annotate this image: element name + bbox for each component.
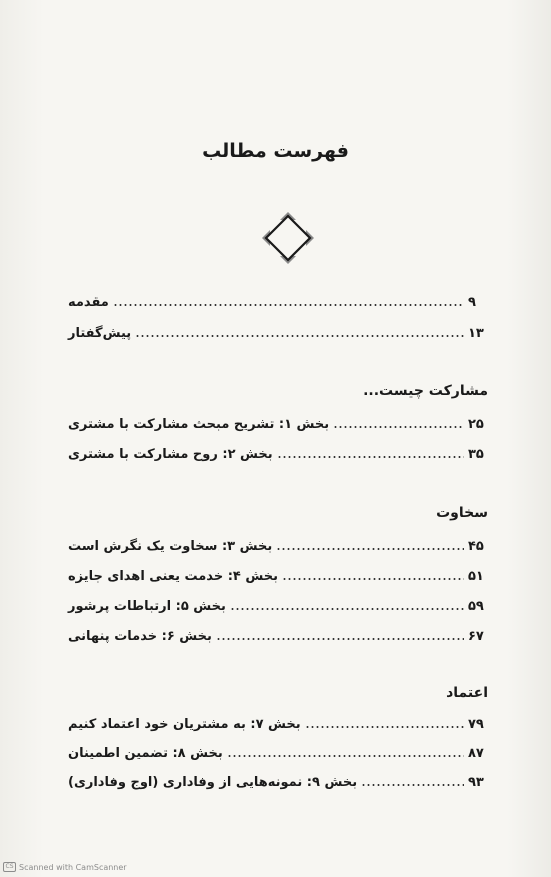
section-heading: سخاوت xyxy=(436,505,488,521)
toc-entry xyxy=(62,443,488,465)
scanner-watermark xyxy=(3,862,127,872)
leader-dots xyxy=(282,578,464,580)
toc-entry xyxy=(62,565,488,587)
toc-entry-label: بخش ۹: نمونه‌هایی از وفاداری (اوج وفاداری) xyxy=(68,774,358,790)
toc-entry xyxy=(62,535,488,557)
toc-entry-label: پیش‌گفتار xyxy=(68,325,132,341)
toc-entry-page: ۵۱ xyxy=(468,568,484,584)
toc-entry-label: بخش ۶: خدمات پنهانی xyxy=(68,628,212,644)
watermark-text: Scanned with CamScanner xyxy=(19,862,127,872)
toc-entry xyxy=(62,322,488,344)
section-heading: اعتماد xyxy=(446,685,488,701)
toc-entry-page: ۹ xyxy=(468,294,476,310)
toc-entry-label: بخش ۳: سخاوت یک نگرش است xyxy=(68,538,273,554)
leader-dots xyxy=(277,456,464,458)
camscanner-logo: CS xyxy=(3,862,16,872)
toc-entry xyxy=(62,771,488,793)
toc-entry-page: ۵۹ xyxy=(468,598,484,614)
diamond-ornament-icon xyxy=(260,210,316,266)
page-title: فهرست مطالب xyxy=(202,140,349,162)
toc-entry-page: ۴۵ xyxy=(468,538,484,554)
toc-entry-page: ۳۵ xyxy=(468,446,484,462)
leader-dots xyxy=(333,426,464,428)
toc-entry-label: بخش ۱: تشریح مبحث مشارکت با مشتری xyxy=(68,416,330,432)
leader-dots xyxy=(135,335,464,337)
toc-entry-page: ۷۹ xyxy=(468,716,484,732)
leader-dots xyxy=(227,755,464,757)
toc-entry-page: ۶۷ xyxy=(468,628,484,644)
toc-entry-label: بخش ۴: خدمت یعنی اهدای جایزه xyxy=(68,568,279,584)
leader-dots xyxy=(361,784,464,786)
toc-entry-page: ۹۳ xyxy=(468,774,484,790)
toc-entry xyxy=(62,625,488,647)
leader-dots xyxy=(276,548,464,550)
toc-entry xyxy=(62,291,488,313)
toc-entry xyxy=(62,713,488,735)
toc-entry xyxy=(62,413,488,435)
toc-entry-page: ۱۳ xyxy=(468,325,484,341)
toc-entry xyxy=(62,742,488,764)
toc-entry-label: بخش ۲: روح مشارکت با مشتری xyxy=(68,446,273,462)
toc-entry-label: بخش ۷: به مشتریان خود اعتماد کنیم xyxy=(68,716,301,732)
toc-entry-page: ۸۷ xyxy=(468,745,484,761)
leader-dots xyxy=(230,608,464,610)
section-heading: مشارکت چیست... xyxy=(363,383,488,399)
leader-dots xyxy=(216,638,464,640)
toc-entry-label: بخش ۵: ارتباطات پرشور xyxy=(68,598,226,614)
leader-dots xyxy=(113,304,464,306)
toc-entry-label: مقدمه xyxy=(68,294,109,310)
toc-entry-label: بخش ۸: تضمین اطمینان xyxy=(68,745,223,761)
leader-dots xyxy=(305,726,464,728)
toc-entry-page: ۲۵ xyxy=(468,416,484,432)
toc-entry xyxy=(62,595,488,617)
